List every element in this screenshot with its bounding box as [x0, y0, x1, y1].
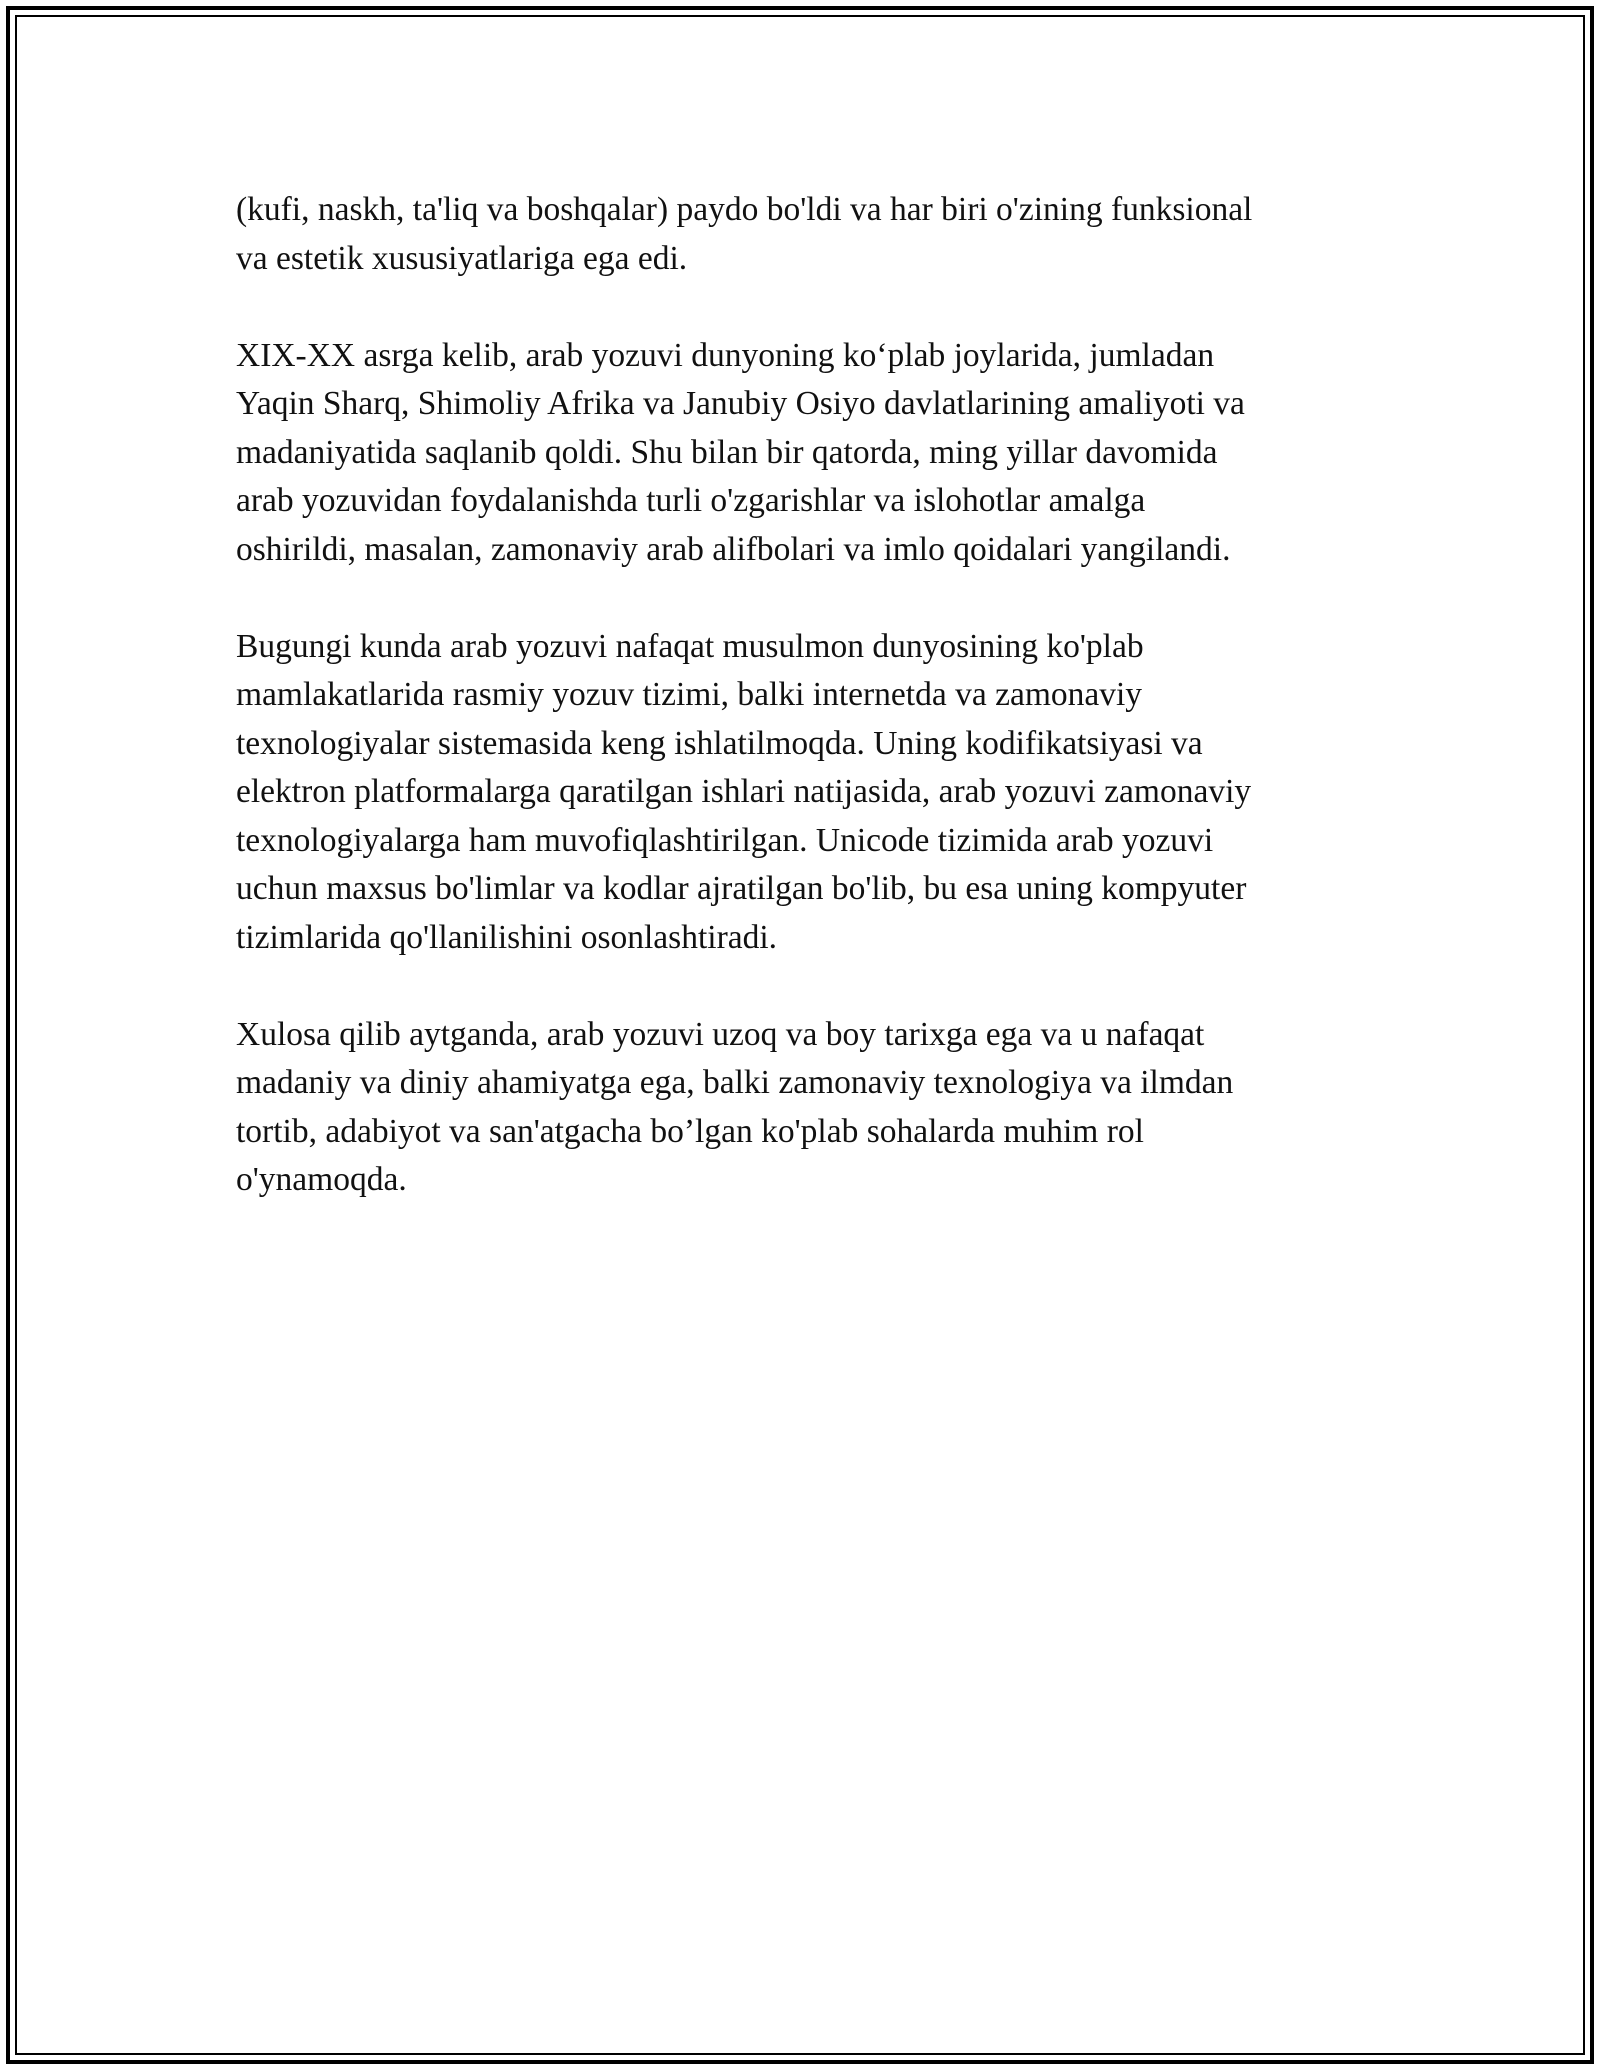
- paragraph-4: [236, 1011, 1356, 1205]
- text-line: texnologiyalarga ham muvofiqlashtirilgan. Unicode tizimida arab yozuvi: [236, 821, 1214, 859]
- text-line: texnologiyalar sistemasida keng ishlatilmoqda. Uning kodifikatsiyasi va: [236, 724, 1203, 762]
- text-line: madaniy va diniy ahamiyatga ega, balki zamonaviy texnologiya va ilmdan: [236, 1064, 1234, 1101]
- text-line: va estetik xususiyatlariga ega edi.: [236, 239, 688, 277]
- text-line: tizimlarida qo'llanilishini osonlashtiradi.: [236, 918, 778, 956]
- text-line: oshirildi, masalan, zamonaviy arab alifbolari va imlo qoidalari yangilandi.: [236, 530, 1231, 568]
- text-line: madaniyatida saqlanib qoldi. Shu bilan bir qatorda, ming yillar davomida: [236, 433, 1218, 471]
- text-line: uchun maxsus bo'limlar va kodlar ajratilgan bo'lib, bu esa uning kompyuter: [236, 870, 1247, 907]
- text-line: mamlakatlarida rasmiy yozuv tizimi, balki internetda va zamonaviy: [236, 676, 1143, 713]
- text-line: Bugungi kunda arab yozuvi nafaqat musulmon dunyosining ko'plab: [236, 627, 1144, 665]
- text-line: arab yozuvidan foydalanishda turli o'zgarishlar va islohotlar amalga: [236, 482, 1146, 519]
- text-line: Yaqin Sharq, Shimoliy Afrika va Janubiy Osiyo davlatlarining amaliyoti va: [236, 385, 1245, 422]
- text-line: XIX-XX asrga kelib, arab yozuvi dunyoning ko‘plab joylarida, jumladan: [236, 336, 1215, 374]
- paragraph-2: [236, 332, 1356, 575]
- document-body: [236, 186, 1356, 1253]
- paragraph-3: [236, 623, 1356, 963]
- paragraph-1: [236, 186, 1356, 283]
- text-line: (kufi, naskh, ta'liq va boshqalar) paydo bo'ldi va har biri o'zining funksional: [236, 191, 1253, 228]
- text-line: elektron platformalarga qaratilgan ishlari natijasida, arab yozuvi zamonaviy: [236, 773, 1252, 810]
- text-line: o'ynamoqda.: [236, 1161, 407, 1198]
- text-line: Xulosa qilib aytganda, arab yozuvi uzoq va boy tarixga ega va u nafaqat: [236, 1015, 1205, 1053]
- text-line: tortib, adabiyot va san'atgacha bo’lgan ko'plab sohalarda muhim rol: [236, 1112, 1144, 1150]
